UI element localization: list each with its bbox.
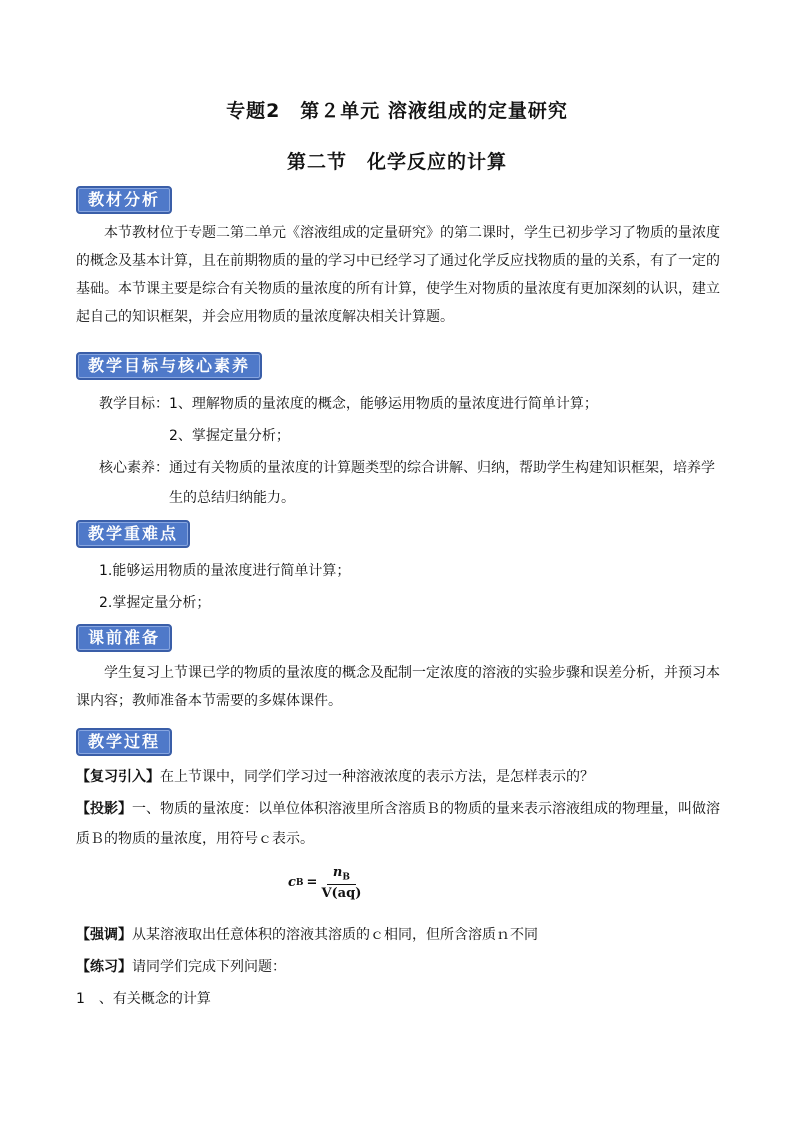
projection-line-2: 质Ｂ的物质的量浓度，用符号ｃ表示。 (76, 831, 314, 847)
goals-line-3: 核心素养：通过有关物质的量浓度的计算题类型的综合讲解、归纳，帮助学生构建知识框架，培养学 (99, 460, 715, 476)
section-badge-prep: 课前准备 (76, 624, 172, 652)
section-badge-key: 教学重难点 (76, 520, 190, 548)
formula-c: c (288, 875, 296, 891)
analysis-paragraph: 本节教材位于专题二第二单元《溶液组成的定量研究》的第二课时，学生已初步学习了物质的量浓度的概念及基本计算，且在前期物质的量的学习中已经学习了通过化学反应找物质的量的关系，有了一定的基础。本节课主要是综合有关物质的量浓度的所有计算，使学生对物质的量浓度有更加深刻的认识，建立起自己的知识框架，并会应用物质的量浓度解决相关计算题。 (76, 225, 720, 325)
section-badge-process: 教学过程 (76, 728, 172, 756)
formula-equals: = (306, 875, 318, 891)
formula-denominator: V(aq) (321, 885, 362, 901)
review-tag: 【复习引入】 (76, 769, 160, 785)
emphasis-line (76, 924, 538, 944)
projection-tag: 【投影】 (76, 801, 132, 817)
emphasis-text: 从某溶液取出任意体积的溶液其溶质的ｃ相同，但所含溶质ｎ不同 (132, 927, 538, 943)
formula-numerator (327, 865, 356, 885)
page-subtitle: 第二节 化学反应的计算 (286, 151, 507, 173)
projection-text-1: 一、物质的量浓度：以单位体积溶液里所含溶质Ｂ的物质的量来表示溶液组成的物理量，叫做溶 (132, 801, 720, 817)
goals-line-4: 生的总结归纳能力。 (169, 490, 295, 506)
review-text: 在上节课中，同学们学习过一种溶液浓度的表示方法，是怎样表示的？ (160, 769, 594, 785)
emphasis-tag: 【强调】 (76, 927, 132, 943)
practice-item-1: 1 、有关概念的计算 (76, 991, 211, 1007)
practice-line (76, 956, 286, 976)
goals-line-1: 教学目标：1、理解物质的量浓度的概念，能够运用物质的量浓度进行简单计算； (99, 396, 598, 412)
section-badge-goals: 教学目标与核心素养 (76, 352, 262, 380)
practice-text: 请同学们完成下列问题： (132, 959, 286, 975)
formula-n: n (332, 865, 343, 880)
formula-fraction (321, 865, 361, 901)
key-line-1: 1.能够运用物质的量浓度进行简单计算； (99, 563, 351, 579)
prep-paragraph: 学生复习上节课已学的物质的量浓度的概念及配制一定浓度的溶液的实验步骤和误差分析，并预习本课内容；教师准备本节需要的多媒体课件。 (76, 665, 720, 709)
practice-tag: 【练习】 (76, 959, 132, 975)
goals-line-2: 2、掌握定量分析； (169, 428, 290, 444)
concentration-formula (288, 865, 361, 901)
review-line (76, 766, 594, 786)
projection-line-1 (76, 798, 720, 818)
key-line-2: 2.掌握定量分析； (99, 595, 211, 611)
formula-n-sub: B (342, 872, 350, 883)
section-badge-analysis: 教材分析 (76, 186, 172, 214)
formula-c-sub: B (295, 877, 304, 888)
page-title: 专题2 第２单元 溶液组成的定量研究 (226, 100, 568, 122)
